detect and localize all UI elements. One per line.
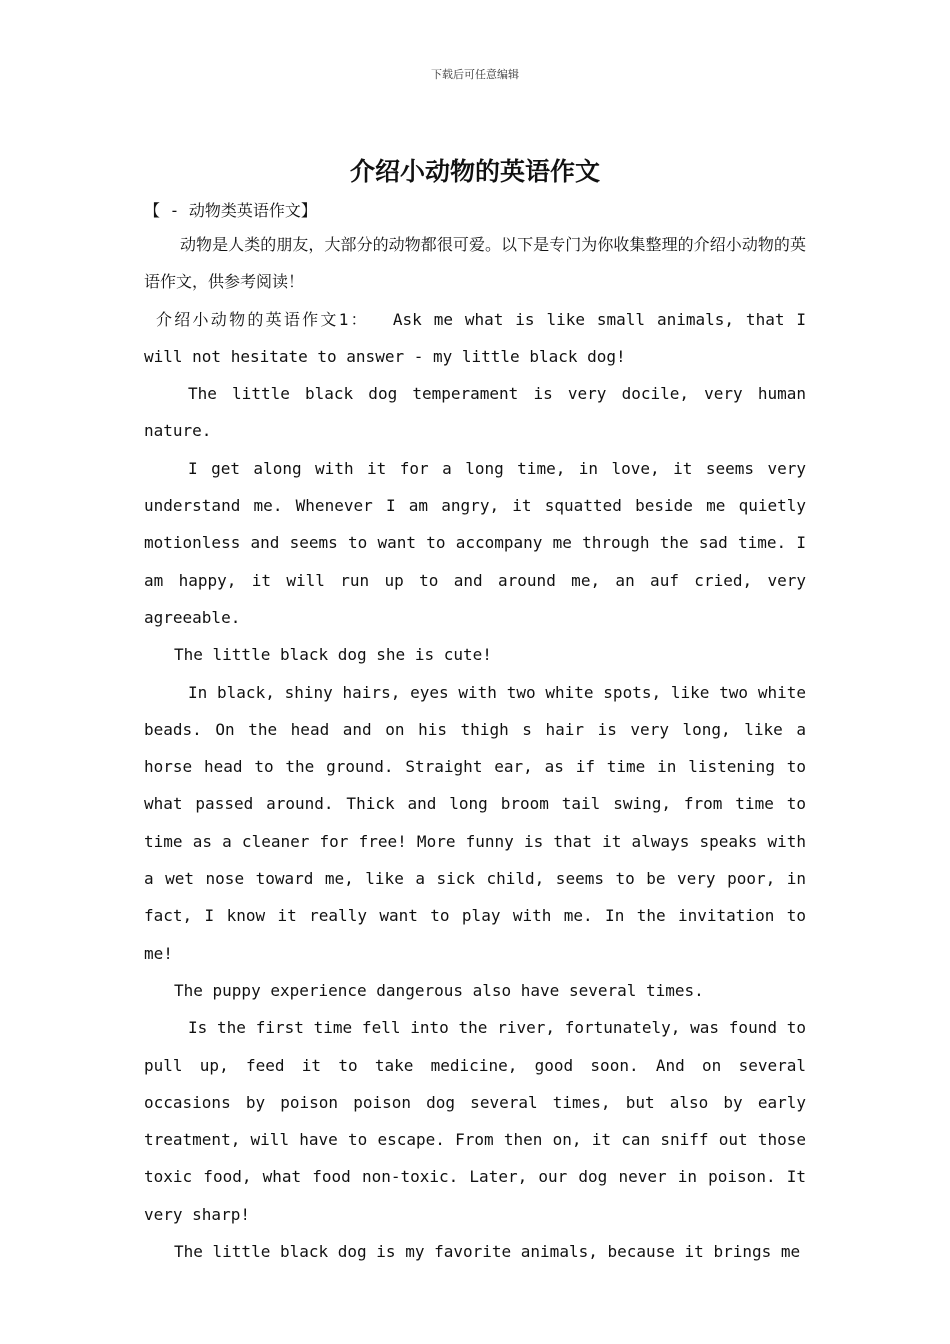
paragraph-3: I get along with it for a long time, in love, it seems very understand me. Whenever I am angry, it squatted beside me quietly motionless and seems to want to accompany me through the sad time. I am happy, it will run up to and around me, an auf cried, very agreeable. [144,458,806,627]
paragraph-7: Is the first time fell into the river, fortunately, was found to pull up, feed it to take medicine, good soon. And on several occasions by poison poison dog several times, but also by early treatment, will have to escape. From then on, it can sniff out those toxic food, what food non-toxic. Later, our dog never in poison. It very sharp! [144,1018,806,1224]
paragraph-8: The little black dog is my favorite animals, because it brings me [174,1242,801,1262]
paragraph-6: The puppy experience dangerous also have several times. [174,980,704,1000]
header-note: 下载后可任意编辑 [431,68,519,81]
paragraph-2: The little black dog temperament is very docile, very human nature. [144,384,806,441]
paragraph-1: Ask me what is like small animals, that I will not hesitate to answer - my little black dog! [144,309,806,366]
intro-paragraph: 动物是人类的朋友，大部分的动物都很可爱。以下是专门为你收集整理的介绍小动物的英语作文，供参考阅读！ [144,235,806,292]
essay-1-first-paragraph [144,301,806,376]
document-body [144,196,806,1270]
essay-1-heading: 介绍小动物的英语作文1： [156,309,369,329]
paragraph-5: In black, shiny hairs, eyes with two white spots, like two white beads. On the head and on his thigh s hair is very long, like a horse head to the ground. Straight ear, as if time in listening to what passed around. Thick and long broom tail swing, from time to time as a cleaner for free! More funny is that it always speaks with a wet nose toward me, like a sick child, seems to be very poor, in fact, I know it really want to play with me. In the invitation to me! [144,682,806,963]
paragraph-4: The little black dog she is cute! [174,645,492,665]
page-title: 介绍小动物的英语作文 [349,157,600,186]
category-tag: 【 - 动物类英语作文】 [144,201,317,220]
